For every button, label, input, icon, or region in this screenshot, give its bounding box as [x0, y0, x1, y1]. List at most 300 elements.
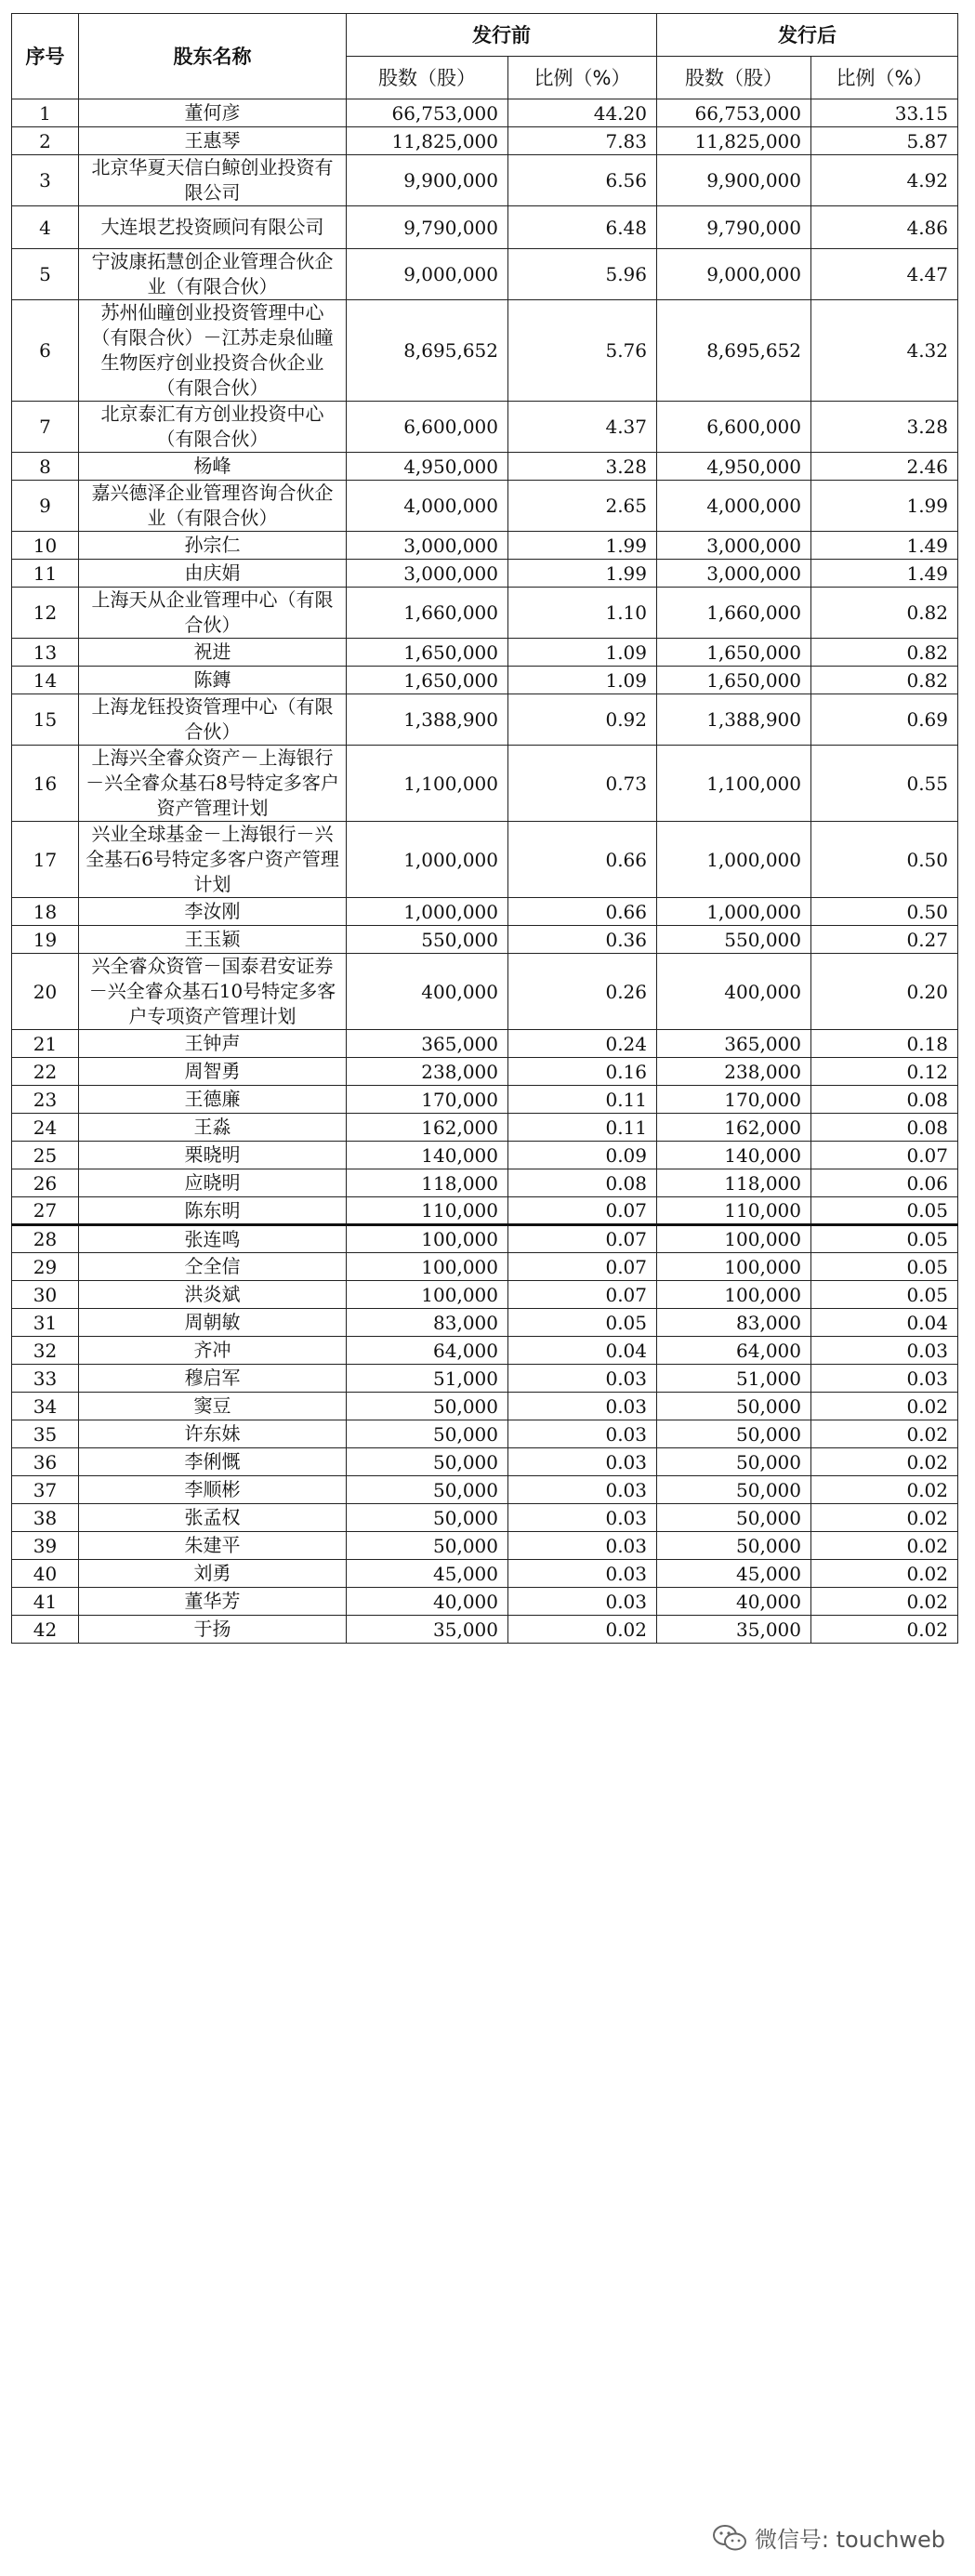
ratio-before: 0.26 [508, 954, 657, 1030]
shares-before: 66,753,000 [347, 99, 508, 127]
shareholder-name: 上海天从企业管理中心（有限合伙） [79, 588, 347, 639]
ratio-after: 0.50 [811, 898, 958, 926]
ratio-before: 0.05 [508, 1309, 657, 1337]
shares-after: 1,388,900 [657, 694, 811, 746]
ratio-after: 0.50 [811, 822, 958, 898]
row-index: 18 [12, 898, 79, 926]
ratio-after: 4.86 [811, 206, 958, 249]
ratio-after: 0.07 [811, 1142, 958, 1169]
shares-before: 100,000 [347, 1225, 508, 1253]
shares-before: 1,000,000 [347, 898, 508, 926]
row-index: 26 [12, 1169, 79, 1197]
shares-after: 100,000 [657, 1281, 811, 1309]
ratio-before: 44.20 [508, 99, 657, 127]
shares-after: 50,000 [657, 1448, 811, 1476]
ratio-before: 0.11 [508, 1114, 657, 1142]
ratio-after: 0.02 [811, 1448, 958, 1476]
row-index: 23 [12, 1086, 79, 1114]
row-index: 39 [12, 1532, 79, 1560]
shares-before: 50,000 [347, 1420, 508, 1448]
shares-after: 1,660,000 [657, 588, 811, 639]
shareholder-name: 王德廉 [79, 1086, 347, 1114]
table-row [12, 1448, 958, 1476]
shares-before: 64,000 [347, 1337, 508, 1365]
ratio-before: 1.99 [508, 532, 657, 560]
row-index: 33 [12, 1365, 79, 1393]
row-index: 1 [12, 99, 79, 127]
table-row [12, 1142, 958, 1169]
shareholder-name: 王淼 [79, 1114, 347, 1142]
ratio-after: 0.03 [811, 1365, 958, 1393]
table-row [12, 481, 958, 532]
shares-before: 1,100,000 [347, 746, 508, 822]
ratio-after: 0.02 [811, 1393, 958, 1420]
ratio-after: 0.08 [811, 1114, 958, 1142]
shareholder-name: 李俐慨 [79, 1448, 347, 1476]
shares-after: 40,000 [657, 1588, 811, 1616]
shareholder-name: 北京泰汇有方创业投资中心（有限合伙） [79, 402, 347, 453]
shares-after: 118,000 [657, 1169, 811, 1197]
row-index: 38 [12, 1504, 79, 1532]
table-row [12, 1169, 958, 1197]
ratio-after: 4.32 [811, 300, 958, 402]
shareholder-name: 兴业全球基金－上海银行－兴全基石6号特定多客户资产管理计划 [79, 822, 347, 898]
shares-before: 40,000 [347, 1588, 508, 1616]
shareholder-name: 上海兴全睿众资产－上海银行－兴全睿众基石8号特定多客户资产管理计划 [79, 746, 347, 822]
shareholder-name: 董何彦 [79, 99, 347, 127]
ratio-after: 1.49 [811, 532, 958, 560]
table-row [12, 155, 958, 206]
ratio-before: 1.09 [508, 667, 657, 694]
table-row [12, 746, 958, 822]
ratio-after: 0.20 [811, 954, 958, 1030]
row-index: 20 [12, 954, 79, 1030]
ratio-before: 5.76 [508, 300, 657, 402]
shares-after: 1,100,000 [657, 746, 811, 822]
shares-before: 170,000 [347, 1086, 508, 1114]
shareholder-name: 孙宗仁 [79, 532, 347, 560]
table-row [12, 127, 958, 155]
shareholder-name: 刘勇 [79, 1560, 347, 1588]
shareholder-name: 上海龙钰投资管理中心（有限合伙） [79, 694, 347, 746]
shares-after: 9,790,000 [657, 206, 811, 249]
ratio-before: 0.73 [508, 746, 657, 822]
table-row [12, 588, 958, 639]
table-row [12, 1616, 958, 1644]
table-row [12, 206, 958, 249]
shareholder-name: 由庆娟 [79, 560, 347, 588]
row-index: 37 [12, 1476, 79, 1504]
table-row [12, 926, 958, 954]
ratio-after: 0.02 [811, 1532, 958, 1560]
shares-before: 11,825,000 [347, 127, 508, 155]
ratio-before: 0.03 [508, 1532, 657, 1560]
shares-after: 3,000,000 [657, 532, 811, 560]
shares-after: 365,000 [657, 1030, 811, 1058]
ratio-after: 0.12 [811, 1058, 958, 1086]
ratio-before: 0.03 [508, 1393, 657, 1420]
ratio-after: 0.03 [811, 1337, 958, 1365]
table-row [12, 1114, 958, 1142]
table-row [12, 1030, 958, 1058]
ratio-after: 0.69 [811, 694, 958, 746]
ratio-before: 0.02 [508, 1616, 657, 1644]
ratio-before: 1.09 [508, 639, 657, 667]
shares-before: 1,000,000 [347, 822, 508, 898]
shareholder-name: 陈鏄 [79, 667, 347, 694]
row-index: 6 [12, 300, 79, 402]
header-before-shares: 股数（股） [347, 57, 508, 99]
shares-after: 11,825,000 [657, 127, 811, 155]
shares-before: 1,650,000 [347, 639, 508, 667]
shares-before: 50,000 [347, 1532, 508, 1560]
ratio-after: 0.82 [811, 639, 958, 667]
shares-before: 45,000 [347, 1560, 508, 1588]
ratio-before: 0.11 [508, 1086, 657, 1114]
shareholder-name: 张连鸣 [79, 1225, 347, 1253]
table-row [12, 1253, 958, 1281]
shares-before: 238,000 [347, 1058, 508, 1086]
shares-before: 100,000 [347, 1281, 508, 1309]
shareholder-name: 北京华夏天信白鲸创业投资有限公司 [79, 155, 347, 206]
header-after-shares: 股数（股） [657, 57, 811, 99]
shares-before: 9,790,000 [347, 206, 508, 249]
shareholder-name: 李汝刚 [79, 898, 347, 926]
shares-before: 1,660,000 [347, 588, 508, 639]
ratio-after: 0.06 [811, 1169, 958, 1197]
ratio-after: 0.27 [811, 926, 958, 954]
shares-before: 140,000 [347, 1142, 508, 1169]
shares-after: 1,000,000 [657, 898, 811, 926]
shareholder-name: 周智勇 [79, 1058, 347, 1086]
table-row [12, 1476, 958, 1504]
ratio-before: 0.03 [508, 1476, 657, 1504]
ratio-after: 0.04 [811, 1309, 958, 1337]
shares-after: 238,000 [657, 1058, 811, 1086]
shares-after: 1,650,000 [657, 639, 811, 667]
ratio-after: 1.49 [811, 560, 958, 588]
shares-after: 550,000 [657, 926, 811, 954]
table-header [12, 14, 958, 99]
shares-after: 100,000 [657, 1253, 811, 1281]
table-row [12, 1532, 958, 1560]
row-index: 29 [12, 1253, 79, 1281]
shareholder-table [11, 13, 958, 1644]
ratio-before: 0.07 [508, 1253, 657, 1281]
shares-after: 4,000,000 [657, 481, 811, 532]
shares-before: 50,000 [347, 1393, 508, 1420]
row-index: 19 [12, 926, 79, 954]
ratio-before: 0.07 [508, 1225, 657, 1253]
shares-after: 51,000 [657, 1365, 811, 1393]
ratio-before: 0.24 [508, 1030, 657, 1058]
shares-before: 51,000 [347, 1365, 508, 1393]
shareholder-name: 穆启军 [79, 1365, 347, 1393]
table-row [12, 1560, 958, 1588]
shares-after: 9,900,000 [657, 155, 811, 206]
table-body [12, 99, 958, 1644]
shareholder-name: 董华芳 [79, 1588, 347, 1616]
shares-before: 550,000 [347, 926, 508, 954]
shares-before: 365,000 [347, 1030, 508, 1058]
row-index: 34 [12, 1393, 79, 1420]
shares-after: 140,000 [657, 1142, 811, 1169]
shareholder-name: 仝全信 [79, 1253, 347, 1281]
header-index: 序号 [12, 14, 79, 99]
row-index: 3 [12, 155, 79, 206]
header-after-ratio: 比例（%） [811, 57, 958, 99]
shareholder-name: 窦豆 [79, 1393, 347, 1420]
ratio-before: 7.83 [508, 127, 657, 155]
table-row [12, 694, 958, 746]
shares-before: 4,000,000 [347, 481, 508, 532]
row-index: 40 [12, 1560, 79, 1588]
ratio-before: 0.04 [508, 1337, 657, 1365]
row-index: 12 [12, 588, 79, 639]
row-index: 5 [12, 249, 79, 300]
table-row [12, 1420, 958, 1448]
ratio-after: 0.02 [811, 1504, 958, 1532]
ratio-after: 5.87 [811, 127, 958, 155]
row-index: 9 [12, 481, 79, 532]
shares-after: 170,000 [657, 1086, 811, 1114]
table-row [12, 532, 958, 560]
shareholder-name: 应晓明 [79, 1169, 347, 1197]
row-index: 11 [12, 560, 79, 588]
ratio-after: 0.05 [811, 1281, 958, 1309]
ratio-before: 6.56 [508, 155, 657, 206]
row-index: 41 [12, 1588, 79, 1616]
ratio-after: 0.02 [811, 1616, 958, 1644]
shareholder-name: 张孟权 [79, 1504, 347, 1532]
table-row [12, 402, 958, 453]
ratio-after: 0.02 [811, 1420, 958, 1448]
shares-after: 1,000,000 [657, 822, 811, 898]
wechat-icon [712, 2524, 747, 2552]
ratio-before: 1.10 [508, 588, 657, 639]
ratio-before: 0.07 [508, 1281, 657, 1309]
row-index: 30 [12, 1281, 79, 1309]
header-name: 股东名称 [79, 14, 347, 99]
row-index: 27 [12, 1197, 79, 1225]
shares-after: 4,950,000 [657, 453, 811, 481]
shares-before: 6,600,000 [347, 402, 508, 453]
row-index: 16 [12, 746, 79, 822]
row-index: 10 [12, 532, 79, 560]
row-index: 31 [12, 1309, 79, 1337]
shareholder-table-container [11, 13, 957, 1644]
shares-after: 50,000 [657, 1532, 811, 1560]
shareholder-name: 王惠琴 [79, 127, 347, 155]
shares-after: 66,753,000 [657, 99, 811, 127]
shares-before: 400,000 [347, 954, 508, 1030]
ratio-after: 0.05 [811, 1197, 958, 1225]
header-after: 发行后 [657, 14, 958, 57]
table-row [12, 1588, 958, 1616]
row-index: 32 [12, 1337, 79, 1365]
shares-after: 6,600,000 [657, 402, 811, 453]
table-row [12, 300, 958, 402]
ratio-before: 0.03 [508, 1448, 657, 1476]
ratio-before: 0.08 [508, 1169, 657, 1197]
shareholder-name: 李顺彬 [79, 1476, 347, 1504]
shareholder-name: 周朝敏 [79, 1309, 347, 1337]
row-index: 42 [12, 1616, 79, 1644]
shares-after: 3,000,000 [657, 560, 811, 588]
shares-before: 83,000 [347, 1309, 508, 1337]
row-index: 21 [12, 1030, 79, 1058]
shareholder-name: 于扬 [79, 1616, 347, 1644]
ratio-after: 0.55 [811, 746, 958, 822]
shares-before: 8,695,652 [347, 300, 508, 402]
shares-after: 8,695,652 [657, 300, 811, 402]
ratio-before: 0.03 [508, 1420, 657, 1448]
shares-before: 50,000 [347, 1448, 508, 1476]
row-index: 28 [12, 1225, 79, 1253]
row-index: 8 [12, 453, 79, 481]
shares-before: 110,000 [347, 1197, 508, 1225]
ratio-before: 0.36 [508, 926, 657, 954]
ratio-after: 0.18 [811, 1030, 958, 1058]
row-index: 2 [12, 127, 79, 155]
table-row [12, 560, 958, 588]
ratio-after: 0.02 [811, 1588, 958, 1616]
shareholder-name: 大连垠艺投资顾问有限公司 [79, 206, 347, 249]
ratio-before: 4.37 [508, 402, 657, 453]
shares-before: 1,650,000 [347, 667, 508, 694]
shareholder-name: 朱建平 [79, 1532, 347, 1560]
shareholder-name: 杨峰 [79, 453, 347, 481]
ratio-before: 0.66 [508, 898, 657, 926]
row-index: 13 [12, 639, 79, 667]
shares-after: 45,000 [657, 1560, 811, 1588]
ratio-after: 2.46 [811, 453, 958, 481]
ratio-after: 0.82 [811, 667, 958, 694]
table-row [12, 1393, 958, 1420]
shareholder-name: 祝进 [79, 639, 347, 667]
watermark [712, 2521, 945, 2554]
header-before: 发行前 [347, 14, 657, 57]
table-row [12, 822, 958, 898]
header-before-ratio: 比例（%） [508, 57, 657, 99]
shareholder-name: 许东妹 [79, 1420, 347, 1448]
ratio-after: 0.05 [811, 1225, 958, 1253]
shareholder-name: 王玉颖 [79, 926, 347, 954]
ratio-before: 3.28 [508, 453, 657, 481]
ratio-before: 0.03 [508, 1504, 657, 1532]
shares-after: 64,000 [657, 1337, 811, 1365]
shares-before: 3,000,000 [347, 532, 508, 560]
shares-before: 118,000 [347, 1169, 508, 1197]
row-index: 4 [12, 206, 79, 249]
ratio-after: 0.05 [811, 1253, 958, 1281]
ratio-before: 0.03 [508, 1560, 657, 1588]
row-index: 17 [12, 822, 79, 898]
ratio-before: 0.92 [508, 694, 657, 746]
table-row [12, 1309, 958, 1337]
shareholder-name: 陈东明 [79, 1197, 347, 1225]
shareholder-name: 栗晓明 [79, 1142, 347, 1169]
shares-before: 1,388,900 [347, 694, 508, 746]
shares-after: 50,000 [657, 1393, 811, 1420]
table-row [12, 453, 958, 481]
ratio-before: 2.65 [508, 481, 657, 532]
ratio-before: 6.48 [508, 206, 657, 249]
shareholder-name: 洪炎斌 [79, 1281, 347, 1309]
shares-after: 50,000 [657, 1476, 811, 1504]
row-index: 36 [12, 1448, 79, 1476]
shareholder-name: 王钟声 [79, 1030, 347, 1058]
ratio-before: 0.16 [508, 1058, 657, 1086]
shares-before: 9,900,000 [347, 155, 508, 206]
row-index: 14 [12, 667, 79, 694]
ratio-before: 0.07 [508, 1197, 657, 1225]
shares-after: 9,000,000 [657, 249, 811, 300]
row-index: 7 [12, 402, 79, 453]
ratio-after: 0.82 [811, 588, 958, 639]
shares-after: 400,000 [657, 954, 811, 1030]
ratio-after: 4.47 [811, 249, 958, 300]
shares-before: 50,000 [347, 1476, 508, 1504]
table-row [12, 954, 958, 1030]
shares-before: 9,000,000 [347, 249, 508, 300]
shares-before: 35,000 [347, 1616, 508, 1644]
ratio-after: 4.92 [811, 155, 958, 206]
row-index: 15 [12, 694, 79, 746]
row-index: 35 [12, 1420, 79, 1448]
shareholder-name: 兴全睿众资管－国泰君安证券－兴全睿众基石10号特定多客户专项资产管理计划 [79, 954, 347, 1030]
ratio-after: 3.28 [811, 402, 958, 453]
shares-after: 83,000 [657, 1309, 811, 1337]
ratio-after: 0.08 [811, 1086, 958, 1114]
ratio-after: 33.15 [811, 99, 958, 127]
table-row [12, 1225, 958, 1253]
shares-after: 50,000 [657, 1420, 811, 1448]
table-row [12, 1281, 958, 1309]
table-row [12, 639, 958, 667]
ratio-after: 0.02 [811, 1476, 958, 1504]
row-index: 24 [12, 1114, 79, 1142]
shares-after: 162,000 [657, 1114, 811, 1142]
table-row [12, 1086, 958, 1114]
ratio-before: 0.09 [508, 1142, 657, 1169]
table-row [12, 1197, 958, 1225]
row-index: 25 [12, 1142, 79, 1169]
shares-before: 162,000 [347, 1114, 508, 1142]
ratio-before: 0.03 [508, 1588, 657, 1616]
shares-after: 100,000 [657, 1225, 811, 1253]
ratio-before: 0.66 [508, 822, 657, 898]
shareholder-name: 宁波康拓慧创企业管理合伙企业（有限合伙） [79, 249, 347, 300]
table-row [12, 667, 958, 694]
table-row [12, 1365, 958, 1393]
shares-before: 3,000,000 [347, 560, 508, 588]
shares-after: 50,000 [657, 1504, 811, 1532]
table-row [12, 249, 958, 300]
ratio-after: 1.99 [811, 481, 958, 532]
shareholder-name: 苏州仙瞳创业投资管理中心（有限合伙）－江苏走泉仙瞳生物医疗创业投资合伙企业（有限合伙） [79, 300, 347, 402]
ratio-before: 5.96 [508, 249, 657, 300]
shares-before: 4,950,000 [347, 453, 508, 481]
table-row [12, 99, 958, 127]
row-index: 22 [12, 1058, 79, 1086]
watermark-text: 微信号: touchweb [754, 2527, 945, 2553]
shares-before: 100,000 [347, 1253, 508, 1281]
shareholder-name: 齐冲 [79, 1337, 347, 1365]
table-row [12, 1504, 958, 1532]
ratio-before: 1.99 [508, 560, 657, 588]
ratio-after: 0.02 [811, 1560, 958, 1588]
